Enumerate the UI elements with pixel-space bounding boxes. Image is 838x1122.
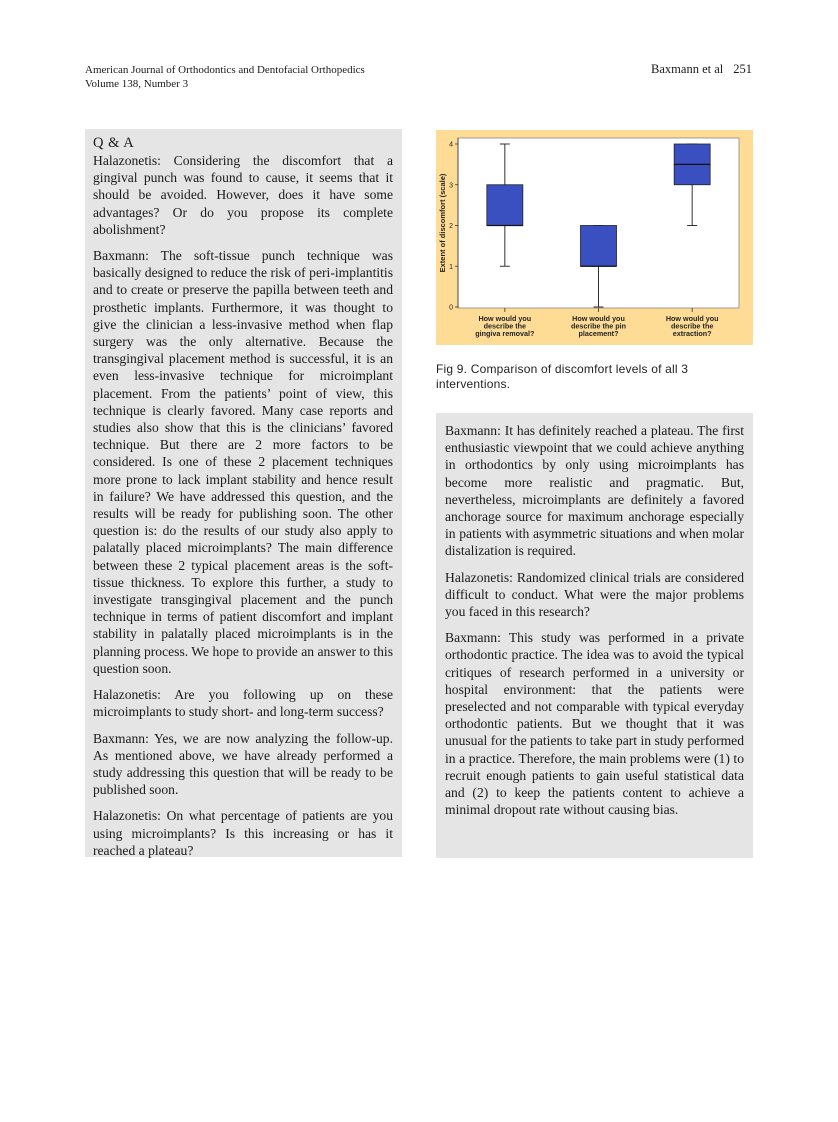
running-header — [85, 63, 365, 91]
qa-paragraph: Halazonetis: Considering the discomfort that a gingival punch was found to cause, it seems that it should be avoided. However, does it have some advantages? Or do you propose its complete abolishment? — [93, 153, 393, 237]
x-tick-label: gingiva removal? — [475, 329, 535, 339]
y-axis-label: Extent of discomfort (scale) — [438, 173, 447, 273]
running-header-right — [651, 62, 752, 77]
y-tick-label: 4 — [449, 141, 453, 149]
y-tick-label: 1 — [449, 263, 453, 271]
x-tick-label: How would you — [478, 314, 532, 323]
x-tick-label: How would you — [572, 314, 625, 323]
qa-heading: Q & A — [93, 135, 135, 151]
qa-paragraph: Halazonetis: Are you following up on these microimplants to study short- and long-term success? — [93, 687, 393, 720]
x-tick-label: describe the pin — [570, 321, 627, 331]
boxplot-chart — [436, 130, 753, 345]
x-tick-label: extraction? — [672, 329, 712, 339]
x-tick-label: How would you — [665, 314, 719, 323]
figure-9 — [436, 130, 753, 345]
qa-paragraph: Baxmann: Yes, we are now analyzing the follow-up. As mentioned above, we have already performed a study addressing this question that will be ready to be published soon. — [93, 730, 393, 798]
box-pin-placement — [581, 226, 617, 267]
journal-title: American Journal of Orthodontics and Dentofacial Orthopedics — [85, 64, 365, 76]
qa-paragraph: Baxmann: It has definitely reached a plateau. The first enthusiastic viewpoint that we could achieve anything in orthodontics by only using microimplants has become more realistic and pragmatic. But, nevertheless, microimplants are definitely a favored anchorage source for maximum anchorage especially in patients with asymmetric situations and when molar distalization is required. — [445, 423, 744, 559]
journal-volume: Volume 138, Number 3 — [85, 78, 189, 90]
y-tick-label: 2 — [449, 223, 453, 230]
qa-paragraph: Baxmann: This study was performed in a private orthodontic practice. The idea was to avoid the typical critiques of research performed in a university or hospital environment: that the patients were preselected and not comparable with typical everyday orthodontic patients. But we thought that it was unusual for the patients to take part in study performed in a practice. Therefore, the main problems were (1) to recruit enough patients to gain useful statistical data and (2) to keep the patients content to achieve a minimal dropout rate without causing bias. — [445, 630, 744, 818]
x-tick-label: describe the — [483, 321, 527, 331]
x-tick-label: placement? — [578, 329, 619, 339]
box-gingiva-removal — [487, 185, 523, 226]
y-tick-label: 0 — [449, 304, 453, 312]
qa-box-right — [436, 413, 753, 858]
y-tick-label: 3 — [449, 182, 453, 190]
x-tick-label: describe the — [670, 321, 714, 331]
qa-paragraph: Baxmann: The soft-tissue punch technique was basically designed to reduce the risk of peri-implantitis and to create or preserve the papilla between teeth and prosthetic implants. Furthermore, it was thought to give the clinician a less-invasive method when flap surgery was the only alternative. Because the transgingival placement method is successful, it is an even less-invasive technique for microimplant placement. From the patients’ point of view, this technique is clearly favored. Many case reports and studies also show that this is the clinicians’ favored technique. But there are 2 more factors to be considered. Is one of these 2 placement techniques more prone to lack implant stability and hence result in failure? We have addressed this question, and the results will be ready for publishing soon. The other question is: do the results of our study also apply to palatally placed microimplants? The main difference between these 2 typical placement areas is the soft-tissue thickness. To explore this further, a study to investigate transgingival placement and the punch technique in terms of patient discomfort and implant stability in palatally placed microimplants is in the planning process. We hope to provide an answer to this question soon. — [93, 248, 393, 676]
page-number: 251 — [733, 62, 752, 76]
qa-box-left — [85, 129, 402, 857]
figure-caption: Fig 9. Comparison of discomfort levels of all 3 interventions. — [436, 362, 689, 391]
author-line: Baxmann et al — [651, 62, 724, 76]
qa-paragraph: Halazonetis: Randomized clinical trials are considered difficult to conduct. What were the major problems you faced in this research? — [445, 569, 744, 620]
qa-paragraph: Halazonetis: On what percentage of patients are you using microimplants? Is this increasing or has it reached a plateau? — [93, 808, 393, 858]
